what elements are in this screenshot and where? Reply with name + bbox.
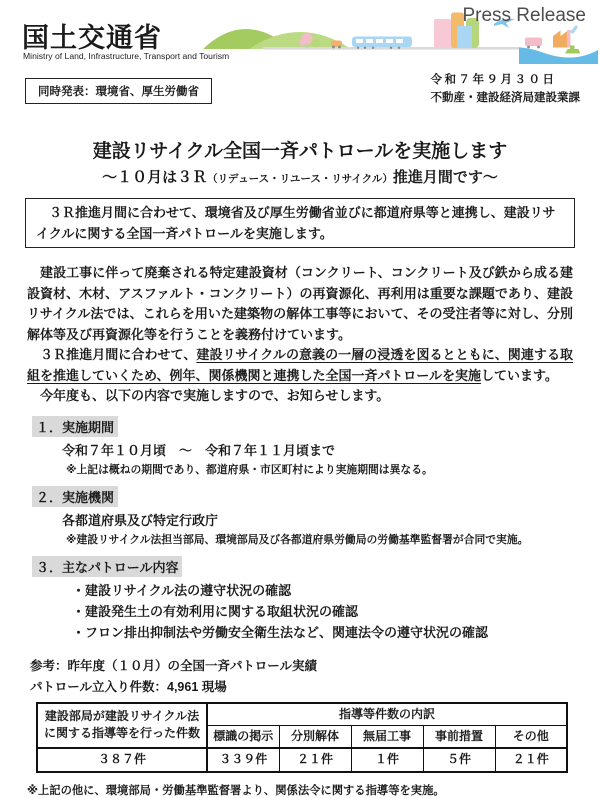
table-value: ５件 [423, 748, 495, 771]
ministry-logo-text: 国土交通省 [22, 23, 162, 53]
section-2-content: 各都道府県及び特定行政庁 [62, 512, 219, 528]
table-col1-header: 建設部局が建設リサイクル法に関する指導等を行った件数 [37, 703, 207, 749]
table-subheader: 分別解体 [279, 725, 351, 748]
section-patrol-contents [0, 556, 600, 643]
ministry-english-name: Ministry of Land, Infrastructure, Transport and Tourism [23, 51, 230, 61]
date-block [431, 72, 581, 108]
table-value: ３３９件 [207, 748, 279, 771]
bus-icon [525, 38, 542, 49]
summary-box: ３Ｒ推進月間に合わせて、環境省及び厚生労働省並びに都道府県等と連携し、建設リサイクルに関する全国一斉パトロールを実施します。 [25, 198, 575, 248]
subtitle-suffix: 推進月間です～ [392, 169, 498, 186]
table-value: ２１件 [279, 748, 351, 771]
reference-line-2: パトロール立入り件数：4,961 現場 [30, 679, 227, 694]
section-implementing-agencies [0, 486, 600, 547]
table-group-header: 指導等件数の内訳 [207, 703, 567, 726]
table-subheader: その他 [495, 725, 567, 748]
department-name: 不動産・建設経済局建設業課 [430, 91, 580, 104]
page-subtitle [0, 166, 600, 187]
section-3-heading: ３．主なパトロール内容 [32, 556, 182, 577]
patrol-results-table [36, 702, 568, 773]
factory-icon [553, 25, 578, 48]
bullet-item: ・フロン排出抑制法や労働安全衛生法など、関連法令の遵守状況の確認 [72, 624, 489, 640]
bullet-item: ・建設リサイクル法の遵守状況の確認 [72, 582, 292, 598]
section-1-note: ※上記は概ねの期間であり、都道府県・市区町村により実施期間は異なる。 [66, 463, 433, 476]
subtitle-parenthetical: （リデュース・リユース・リサイクル） [207, 173, 393, 185]
bullet-item: ・建設発生土の有効利用に関する取組状況の確認 [72, 603, 359, 619]
header [0, 0, 600, 112]
reference-line-1: 参考：昨年度（１０月）の全国一斉パトロール実績 [30, 658, 318, 673]
table-row [37, 748, 567, 771]
paragraph-2-suffix: しています。 [480, 367, 558, 383]
table-value: ２１件 [495, 748, 567, 771]
section-2-heading: ２．実施機関 [32, 486, 118, 507]
reference-block [30, 656, 600, 698]
section-1-heading: １．実施期間 [32, 416, 118, 437]
table-subheader: 事前措置 [423, 725, 495, 748]
body-text [27, 263, 573, 407]
page-title: 建設リサイクル全国一斉パトロールを実施します [92, 141, 508, 162]
section-2-note: ※建設リサイクル法担当部局、環境部局及び各都道府県労働局の労働基準監督署が合同で実施。 [66, 533, 529, 546]
section-implementation-period [0, 416, 600, 477]
paragraph-1: 建設工事に伴って廃棄される特定建設資材（コンクリート、コンクリート及び鉄から成る建設資材、木材、アスファルト・コンクリート）の再資源化、再利用は重要な課題であり、建設リサイクル法では、これらを用いた建築物の解体工事等において、その受注者等に対し、分別解体等及び再資源化等を行うことを義務付けています。 [27, 265, 573, 342]
table-row [37, 703, 567, 726]
subtitle-prefix: ～１０月は３Ｒ [102, 169, 208, 186]
water-shape [519, 48, 598, 65]
section-1-content: 令和７年１０月頃 ～ 令和７年１１月頃まで [62, 442, 336, 458]
table-value: １件 [351, 748, 423, 771]
table-footnote: ※上記の他に、環境部局・労働基準監督署より、関係法令に関する指導等を実施。 [27, 784, 445, 797]
press-release-label: Press Release [462, 5, 586, 26]
release-date: 令和７年９月３０日 [430, 74, 557, 86]
subheader-row [0, 72, 600, 108]
paragraph-3: 今年度も、以下の内容で実施しますので、お知らせします。 [27, 388, 390, 404]
table-subheader: 無届工事 [351, 725, 423, 748]
joint-release-box: 同時発表：環境省、厚生労働省 [25, 78, 212, 104]
table-subheader: 標識の掲示 [207, 725, 279, 748]
table-col1-value: ３８７件 [37, 748, 207, 771]
paragraph-2 [27, 345, 573, 386]
patrol-bullet-list [72, 580, 600, 643]
paragraph-2-prefix: ３Ｒ推進月間に合わせて、 [27, 347, 197, 363]
paragraph-2-underlined: 建設リサイクルの意義の一層の浸透を図るとともに、関連する取組を推進していくため、例年、関係機関と連携した全国一斉パトロールを実施 [27, 347, 573, 383]
